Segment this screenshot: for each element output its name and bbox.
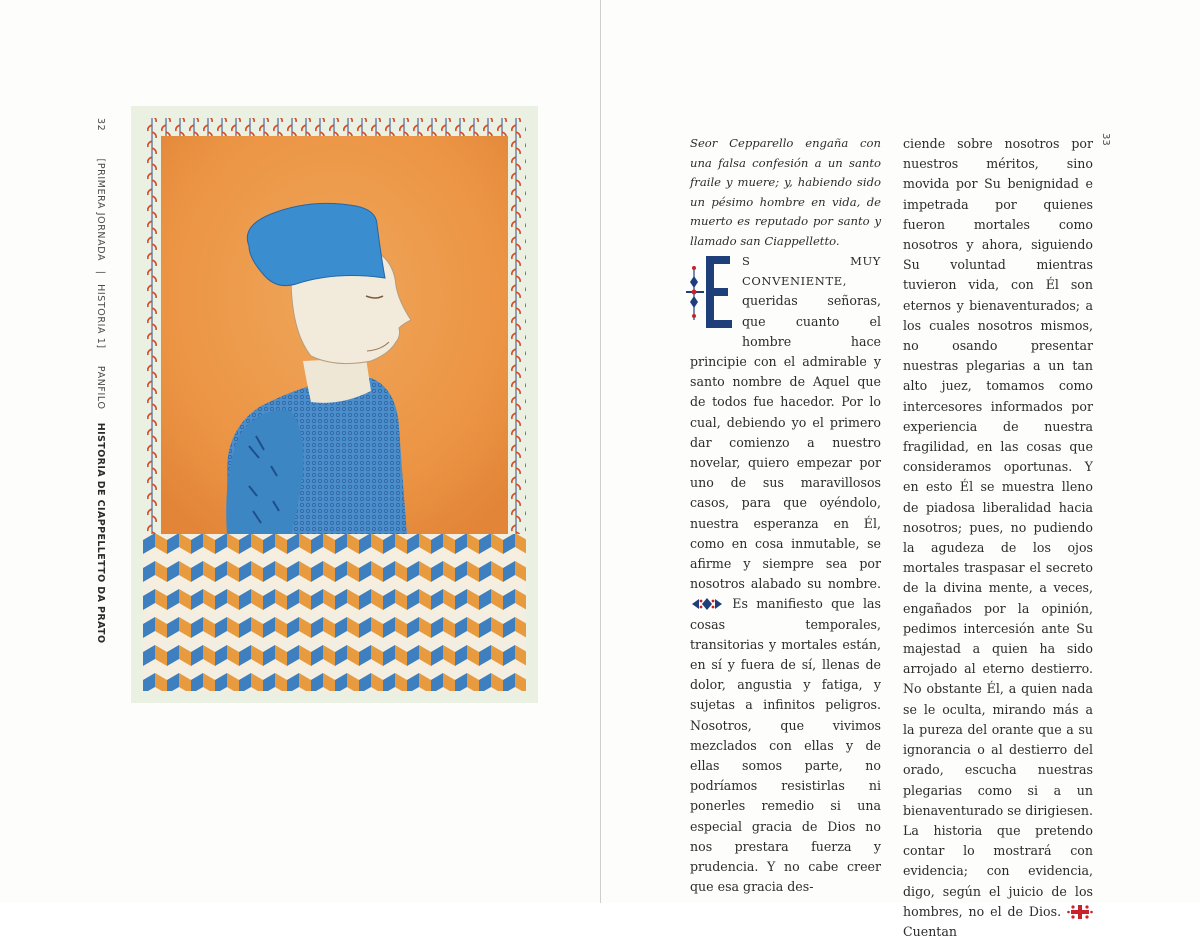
portrait-illustration: [131, 106, 538, 703]
column-a-text-2: Es manifiesto que las cosas temporales, transitorias y mortales están, en sí y fuera de sí, llenas de dolor, angustia y fatiga, y sujetas a infinitos peligros. Nosotros, que vivimos mezclados con ellas y de ellas somos parte, no podríamos resistirlas ni ponerles remedio si una especial gracia de Dios no nos prestara fuerza y prudencia. Y no cabe creer que esa gracia des-: [690, 596, 881, 895]
text-column-left: [690, 134, 881, 898]
running-head-narrator: PANFILO: [95, 365, 106, 410]
left-page: [0, 0, 600, 903]
decorated-drop-cap-icon: [684, 252, 736, 332]
text-column-right: [903, 134, 1093, 942]
running-head-part: [PRIMERA JORNADA: [95, 158, 106, 262]
red-cross-fleuron-icon: [1067, 904, 1093, 920]
folio-right: 33: [1100, 133, 1111, 146]
folio-left: 32: [95, 118, 106, 132]
column-b-text-1: ciende sobre nosotros por nuestros méritos, sino movida por Su benignidad e impetrada por quienes fueron mortales como nosotros y ahora, siguiendo Su voluntad mientras tuvieron vida, con Él son eternos y bienaventurados; a los cuales nosotros mismos, no osando presentar nuestras plegarias a un tan alto juez, tomamos como intercesores informados por experiencia de nuestra fragilidad, en las cosas que consideramos oportunas. Y en esto Él se muestra lleno de piadosa liberalidad hacia nosotros; pues, no pudiendo la agudeza de los ojos mortales traspasar el secreto de la divina mente, a veces, engañados por la opinión, pedimos intercesión ante Su majestad a quien ha sido arrojado al eterno destierro. No obstante Él, a quien nada se le oculta, mirando más a la pureza del orante que a su ignorancia o al destierro del orado, escucha nuestras plegarias como si a un bienaventurado se dirigiesen. La historia que pretendo contar lo mostrará con evidencia; con evidencia, digo, según el juicio de los hombres, no el de Dios.: [903, 136, 1093, 919]
column-a-text-1: queridas señoras, que cuanto el hombre hace principie con el admirable y santo nombre de Aquel que de todos fue hacedor. Por lo cual, debiendo yo el primero dar comienzo a nuestro novelar, quiero empezar por uno de sus maravillosos casos, para que oyéndolo, nuestra esperanza en Él, como en cosa inmutable, se afirme y siempre sea por nosotros alabado su nombre.: [690, 293, 881, 592]
running-head-title: HISTORIA DE CIAPPELLETTO DA PRATO: [95, 422, 106, 644]
running-head-story: HISTORIA 1]: [95, 284, 106, 349]
continuation-paragraph: [903, 134, 1093, 942]
column-b-text-2: Cuentan: [903, 923, 957, 939]
opening-smallcaps: S MUY CONVENIENTE,: [742, 254, 881, 289]
chapter-summary: Seor Cepparello engaña con una falsa confesión a un santo fraile y muere; y, habiendo sido un pésimo hombre en vida, de muerto es reputado por santo y llamado san Ciappelletto.: [690, 136, 881, 248]
blue-red-fleuron-icon: [690, 597, 724, 611]
running-head-left: 32 [PRIMERA JORNADA | HISTORIA 1] PANFILO HISTORIA DE CIAPPELLETTO DA PRATO: [95, 118, 106, 644]
opening-paragraph: [690, 251, 881, 898]
